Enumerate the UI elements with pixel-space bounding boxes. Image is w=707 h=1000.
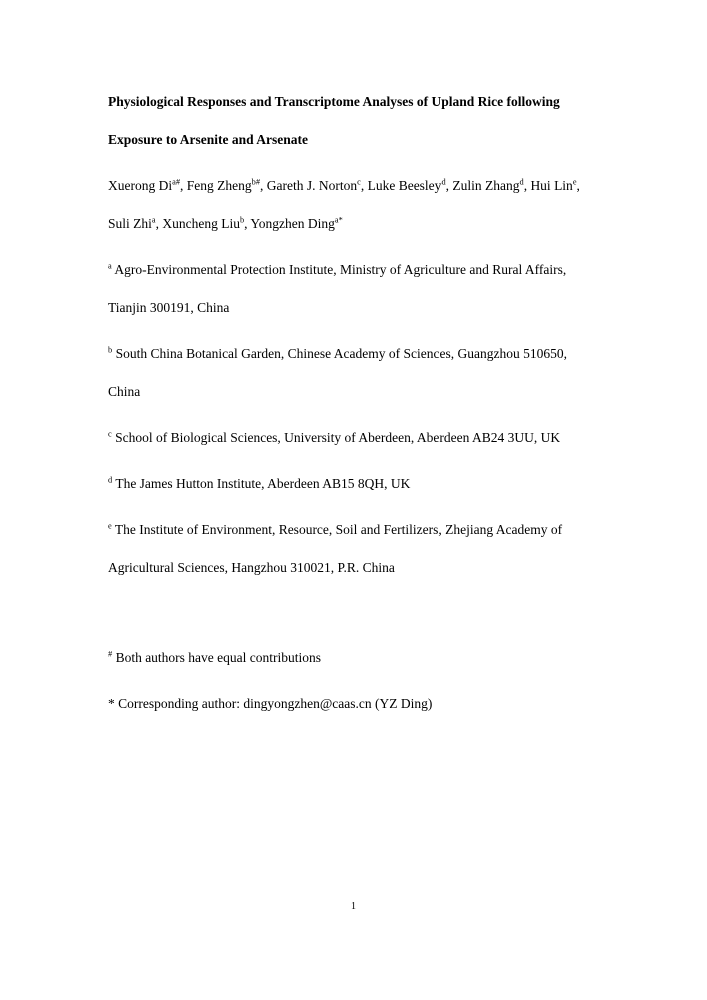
affiliation-e: $^e$ The Institute of Environment, Resource, Soil and Fertilizers, Zhejiang Academy of Agricultural Sciences, Hangzhou 310021, P.R. China (108, 521, 563, 575)
paper-title: Physiological Responses and Transcriptome Analyses of Upland Rice following Exposure to Arsenite and Arsenate (108, 94, 560, 147)
author-line: Xuerong $Di^{a\#}$, Feng Zheng$^{b\#}$, Gareth J. Norton$^c$, Luke Beesley$^d$, Zulin Zhang$^d$, Hui Lin$^e$, Suli Zhi$^a$, Xuncheng Liu$^b$, Yongzhen Ding$^{a*}$ (108, 177, 580, 231)
affiliation-c: $^c$ School of Biological Sciences, University of Aberdeen, Aberdeen AB24 3UU, UK (108, 429, 561, 445)
corresponding-author-note: * Corresponding author: dingyongzhen@caas.cn (YZ Ding) (108, 696, 433, 711)
affiliation-b: $^b$ South China Botanical Garden, Chinese Academy of Sciences, Guangzhou 510650, China (108, 345, 567, 399)
page-number: 1 (351, 901, 356, 912)
equal-contribution-note: # Both authors have equal contributions (108, 649, 322, 665)
affiliation-d: $^d$ The James Hutton Institute, Aberdeen AB15 8QH, UK (108, 475, 411, 491)
affiliation-a: $^a$ Agro-Environmental Protection Institute, Ministry of Agriculture and Rural Affairs, Tianjin 300191, China (108, 261, 567, 315)
